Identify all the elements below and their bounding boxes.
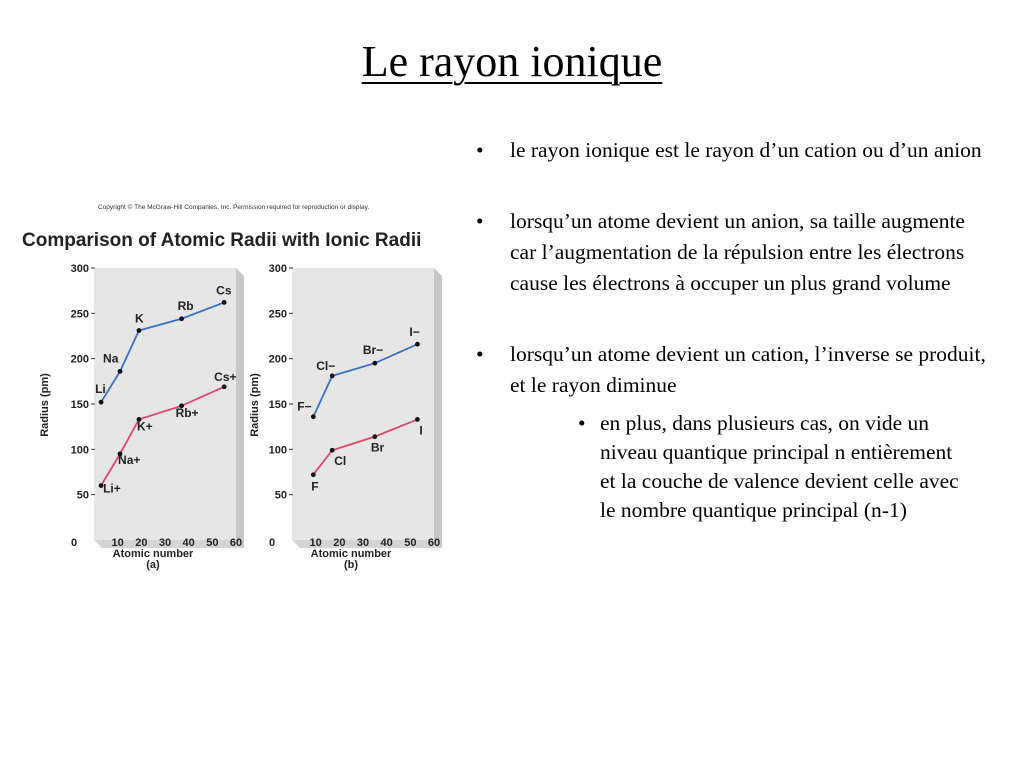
point-label: Li: [95, 382, 106, 397]
point-label: Cl−: [316, 358, 336, 373]
point-label: F−: [297, 399, 312, 414]
bullet-text: lorsqu’un atome devient un anion, sa taille augmente car l’augmentation de la répulsion entre les électrons cause les électrons à occuper un plus grand volume: [510, 209, 965, 295]
bullet-list: [474, 135, 994, 525]
x-tick-label: 0: [268, 537, 276, 549]
panel-label: (a): [146, 559, 160, 571]
point-label: Na+: [118, 452, 141, 467]
point-label: F: [311, 479, 319, 494]
x-tick-label: 40: [380, 537, 393, 549]
plot-depth-right: [236, 268, 244, 548]
data-point: [99, 400, 104, 405]
x-tick-label: 50: [404, 537, 417, 549]
y-tick-label: 200: [268, 353, 287, 366]
x-tick-label: 60: [229, 537, 243, 549]
slide-title: Le rayon ionique: [361, 37, 663, 86]
x-tick-label: 20: [135, 537, 148, 549]
bullet-dot: •: [476, 138, 484, 162]
point-label: Li+: [103, 481, 121, 496]
bullet-text: lorsqu’un atome devient un cation, l’inverse se produit, et le rayon diminue: [510, 342, 986, 397]
panel-label: (b): [343, 559, 359, 571]
x-axis-label: Atomic number: [310, 548, 392, 560]
x-tick-label: 30: [356, 537, 370, 549]
y-tick-label: 150: [268, 399, 287, 411]
radii-charts: [14, 195, 484, 580]
point-label: Cs: [216, 283, 232, 298]
point-label: Rb: [177, 298, 194, 313]
point-label: Rb+: [175, 405, 199, 420]
point-label: Na: [103, 351, 119, 366]
y-tick-label: 100: [70, 444, 89, 457]
bullet-item: [474, 206, 994, 299]
x-tick-label: 20: [333, 537, 346, 549]
y-axis-label: Radius (pm): [39, 373, 51, 437]
plot-depth-right: [434, 268, 442, 548]
figure-title: Comparison of Atomic Radii with Ionic Radii: [22, 230, 422, 251]
y-tick-label: 250: [70, 308, 89, 321]
data-point: [330, 373, 335, 378]
data-point: [222, 384, 227, 389]
point-label: K+: [136, 419, 153, 434]
plot-area: [94, 268, 236, 540]
x-tick-label: 30: [158, 537, 172, 549]
point-label: Br−: [362, 343, 384, 358]
data-point: [222, 300, 227, 305]
y-tick-label: 200: [70, 353, 89, 366]
bullet-dot: •: [476, 342, 484, 366]
y-tick-label: 50: [274, 489, 287, 502]
bullet-item: [474, 135, 994, 166]
y-tick-label: 300: [70, 263, 89, 275]
x-axis-label: Atomic number: [112, 548, 194, 560]
data-point: [179, 316, 184, 321]
y-tick-label: 100: [268, 444, 287, 457]
sub-bullet-text: en plus, dans plusieurs cas, on vide un niveau quantique principal n entièrement et la couche de valence devient celle avec le nombre quantique principal (n-1): [600, 411, 959, 522]
y-tick-label: 150: [70, 399, 89, 411]
bullet-text: le rayon ionique est le rayon d’un cation ou d’un anion: [510, 138, 982, 162]
bullet-dot: •: [578, 411, 586, 435]
sub-bullet-item: [578, 409, 960, 525]
y-tick-label: 50: [76, 489, 89, 502]
point-label: I−: [409, 325, 420, 340]
plot-area: [292, 268, 434, 540]
x-tick-label: 10: [111, 537, 124, 549]
data-point: [415, 342, 420, 347]
copyright-notice: Copyright © The McGraw-Hill Companies, Inc. Permission required for reproduction or display.: [98, 204, 370, 211]
bullet-item: [474, 339, 994, 401]
data-point: [372, 361, 377, 366]
data-point: [330, 448, 335, 453]
x-tick-label: 10: [309, 537, 322, 549]
x-tick-label: 60: [427, 537, 441, 549]
point-label: I: [419, 423, 423, 438]
point-label: Cl: [334, 454, 347, 469]
point-label: Cs+: [214, 369, 237, 384]
point-label: Br: [370, 440, 385, 455]
point-label: K: [134, 311, 144, 326]
x-tick-label: 40: [182, 537, 195, 549]
bullet-dot: •: [476, 209, 484, 233]
x-tick-label: 50: [206, 537, 219, 549]
y-tick-label: 250: [268, 308, 287, 321]
data-point: [415, 417, 420, 422]
data-point: [311, 472, 316, 477]
data-point: [311, 414, 316, 419]
y-tick-label: 300: [268, 263, 287, 275]
y-axis-label: Radius (pm): [249, 373, 261, 437]
data-point: [118, 369, 123, 374]
x-tick-label: 0: [70, 537, 78, 549]
data-point: [137, 328, 142, 333]
data-point: [372, 434, 377, 439]
radii-figure: [14, 195, 484, 580]
